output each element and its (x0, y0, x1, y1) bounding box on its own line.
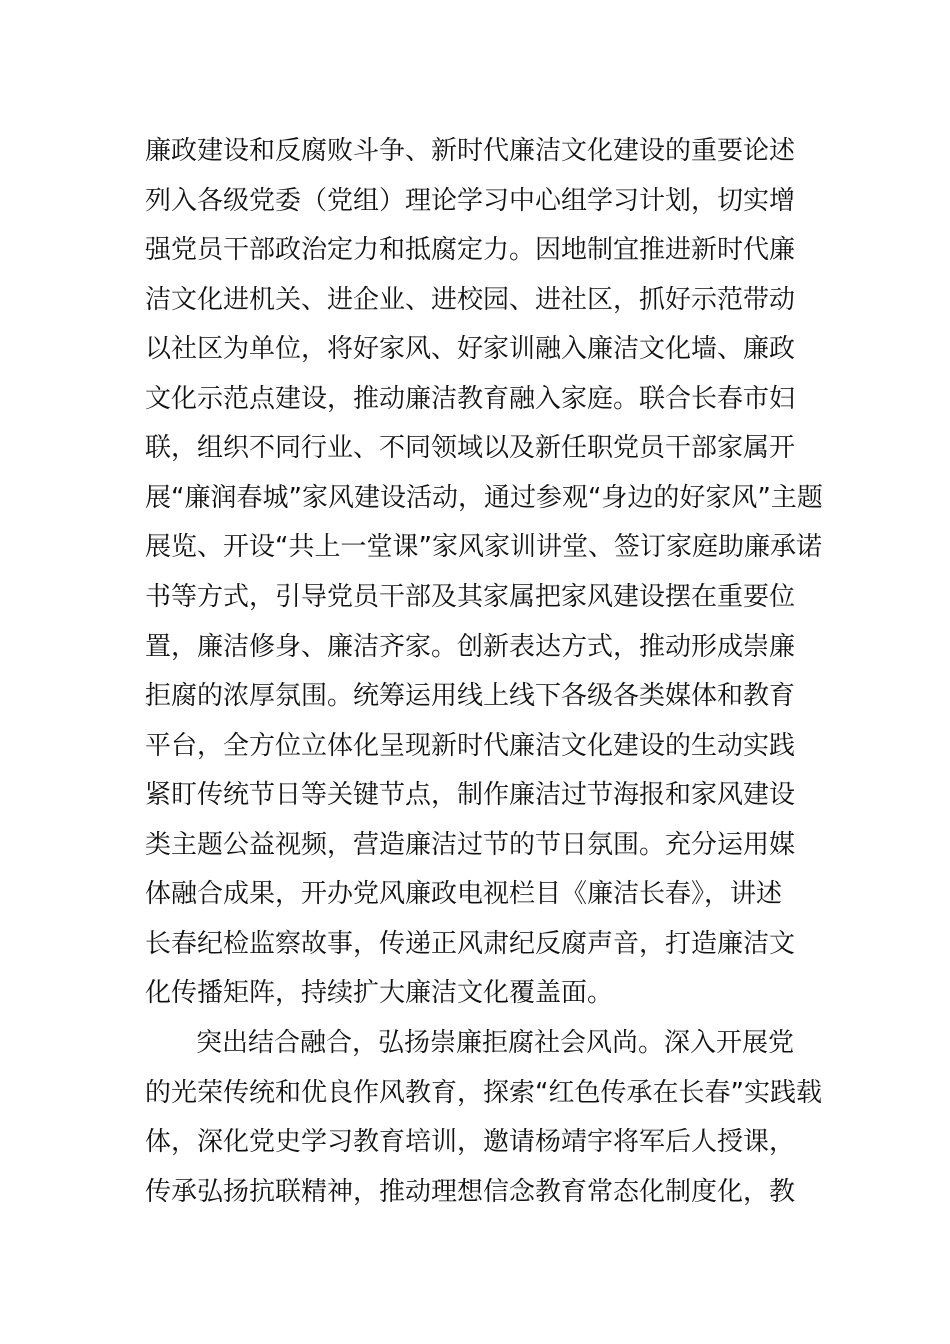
text-line: 平台，全方位立体化呈现新时代廉洁文化建设的生动实践 (145, 731, 796, 761)
text-line: 联，组织不同行业、不同领域以及新任职党员干部家属开 (145, 433, 796, 463)
text-line: 列入各级党委（党组）理论学习中心组学习计划，切实增 (145, 186, 796, 216)
text-line: 强党员干部政治定力和抵腐定力。因地制宜推进新时代廉 (145, 235, 796, 265)
text-line: 的光荣传统和优良作风教育，探索“红色传承在长春”实践载 (145, 1078, 822, 1108)
text-line: 以社区为单位，将好家风、好家训融入廉洁文化墙、廉政 (145, 334, 796, 364)
paragraph-first-line: 突出结合融合，弘扬崇廉拒腐社会风尚。深入开展党 (196, 1028, 795, 1058)
text-line: 拒腐的浓厚氛围。统筹运用线上线下各级各类媒体和教育 (145, 681, 796, 711)
text-line: 展览、开设“共上一堂课”家风家训讲堂、签订家庭助廉承诺 (145, 532, 822, 562)
text-line: 廉政建设和反腐败斗争、新时代廉洁文化建设的重要论述 (145, 136, 796, 166)
text-line: 长春纪检监察故事，传递正风肃纪反腐声音，打造廉洁文 (145, 929, 796, 959)
text-line: 书等方式，引导党员干部及其家属把家风建设摆在重要位 (145, 582, 796, 612)
text-line: 体融合成果，开办党风廉政电视栏目《廉洁长春》，讲述 (145, 879, 783, 909)
text-line: 展“廉润春城”家风建设活动，通过参观“身边的好家风”主题 (145, 483, 823, 513)
text-line: 洁文化进机关、进企业、进校园、进社区，抓好示范带动 (145, 285, 796, 315)
text-line: 类主题公益视频，营造廉洁过节的节日氛围。充分运用媒 (145, 830, 796, 860)
text-line: 传承弘扬抗联精神，推动理想信念教育常态化制度化，教 (145, 1177, 796, 1207)
text-line: 化传播矩阵，持续扩大廉洁文化覆盖面。 (145, 978, 614, 1008)
text-line: 紧盯传统节日等关键节点，制作廉洁过节海报和家风建设 (145, 780, 796, 810)
text-line: 文化示范点建设，推动廉洁教育融入家庭。联合长春市妇 (145, 384, 796, 414)
text-line: 置，廉洁修身、廉洁齐家。创新表达方式，推动形成崇廉 (145, 632, 796, 662)
text-line: 体，深化党史学习教育培训，邀请杨靖宇将军后人授课， (145, 1127, 796, 1157)
